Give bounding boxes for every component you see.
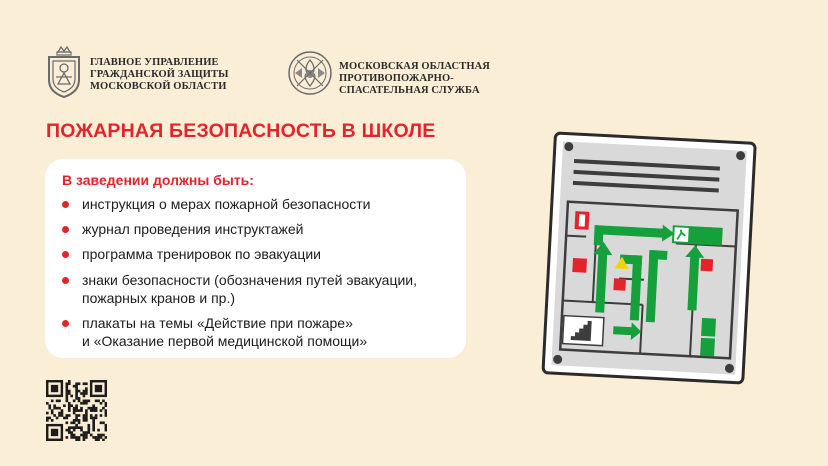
- qr-code-icon: [46, 380, 107, 441]
- org1-line: МОСКОВСКОЙ ОБЛАСТИ: [90, 81, 227, 92]
- list-item-text: журнал проведения инструктажей: [82, 221, 304, 237]
- requirements-card: [45, 159, 466, 358]
- list-item: [82, 271, 417, 307]
- list-item: [82, 245, 321, 263]
- bullet-icon: [62, 226, 69, 233]
- bullet-icon: [62, 201, 69, 208]
- bullet-icon: [62, 320, 69, 327]
- list-item-text: знаки безопасности (обозначения путей эвакуации,: [82, 272, 417, 288]
- coat-of-arms-icon: [46, 46, 82, 98]
- org1-line: ГЛАВНОЕ УПРАВЛЕНИЕ: [90, 57, 219, 68]
- list-item-text: и «Оказание первой медицинской помощи»: [82, 333, 368, 349]
- list-item-text: плакаты на темы «Действие при пожаре»: [82, 315, 353, 331]
- evacuation-plan-icon: [535, 130, 765, 390]
- org2-line: СПАСАТЕЛЬНАЯ СЛУЖБА: [339, 85, 480, 96]
- org1-line: ГРАЖДАНСКОЙ ЗАЩИТЫ: [90, 69, 229, 80]
- fire-service-emblem-icon: [287, 50, 333, 96]
- page-title: ПОЖАРНАЯ БЕЗОПАСНОСТЬ В ШКОЛЕ: [46, 120, 436, 142]
- org2-line: ПРОТИВОПОЖАРНО-: [339, 73, 454, 84]
- bullet-icon: [62, 251, 69, 258]
- list-item-text: пожарных кранов и пр.): [82, 290, 236, 306]
- org2-name: [339, 61, 490, 97]
- card-heading: В заведении должны быть:: [62, 172, 254, 188]
- list-item-text: инструкция о мерах пожарной безопасности: [82, 196, 371, 212]
- list-item: [82, 314, 367, 350]
- org1-name: [90, 57, 229, 93]
- bullet-icon: [62, 277, 69, 284]
- org2-line: МОСКОВСКАЯ ОБЛАСТНАЯ: [339, 61, 490, 72]
- list-item-text: программа тренировок по эвакуации: [82, 246, 321, 262]
- list-item: [82, 195, 370, 213]
- list-item: [82, 220, 304, 238]
